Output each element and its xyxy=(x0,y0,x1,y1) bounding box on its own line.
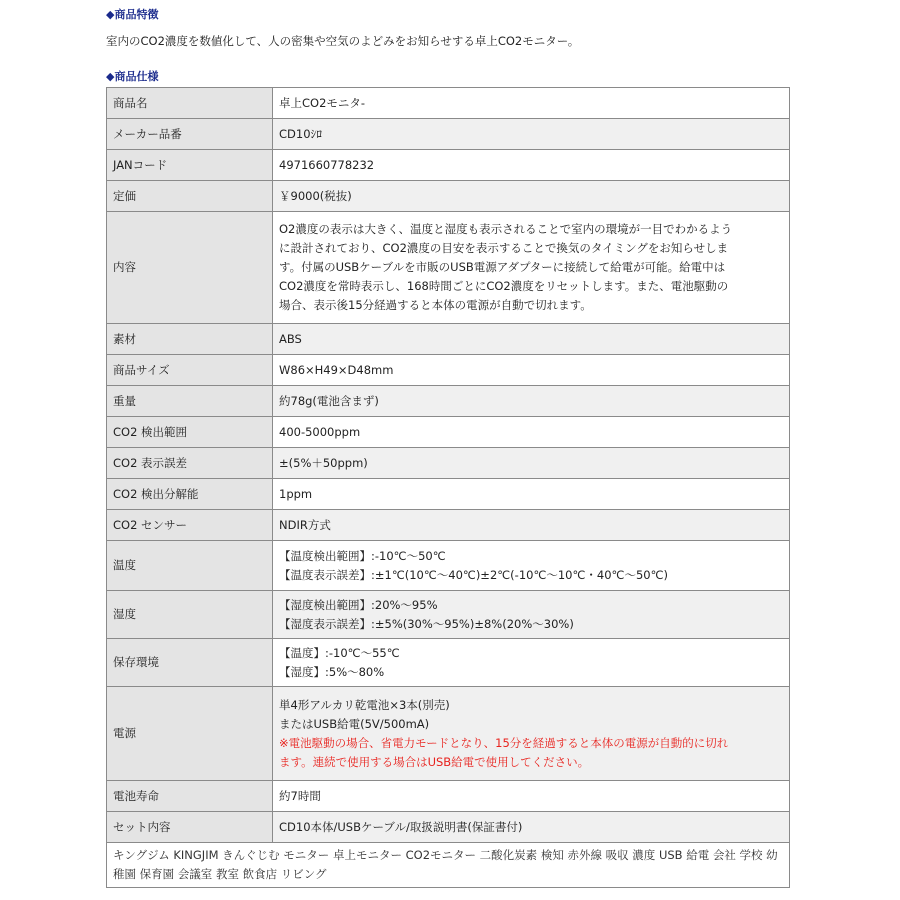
table-row xyxy=(107,386,790,417)
row-label: 素材 xyxy=(107,324,273,355)
content-line: 【温度表示誤差】:±1℃(10℃～40℃)±2℃(-10℃～10℃・40℃～50℃) xyxy=(279,567,668,582)
table-row xyxy=(107,448,790,479)
row-value: NDIR方式 xyxy=(273,510,790,541)
content-line: に設計されており、CO2濃度の目安を表示することで換気のタイミングをお知らせしま xyxy=(279,241,729,255)
row-value xyxy=(273,212,790,324)
row-value: 約7時間 xyxy=(273,781,790,812)
row-value: 1ppm xyxy=(273,479,790,510)
row-label: JANコード xyxy=(107,150,273,181)
row-value: 400-5000ppm xyxy=(273,417,790,448)
table-row xyxy=(107,591,790,639)
content-line: す。付属のUSBケーブルを市販のUSB電源アダプターに接続して給電が可能。給電中は xyxy=(279,260,726,274)
row-label: 電源 xyxy=(107,687,273,781)
table-row xyxy=(107,355,790,386)
row-label: 湿度 xyxy=(107,591,273,639)
row-value: CD10本体/USBケーブル/取扱説明書(保証書付) xyxy=(273,812,790,843)
features-text: 室内のCO2濃度を数値化して、人の密集や空気のよどみをお知らせする卓上CO2モニター。 xyxy=(106,34,580,48)
keywords-row xyxy=(107,843,790,888)
table-row xyxy=(107,687,790,781)
table-row xyxy=(107,417,790,448)
row-value xyxy=(273,591,790,639)
table-row xyxy=(107,781,790,812)
row-value: W86×H49×D48mm xyxy=(273,355,790,386)
table-row xyxy=(107,181,790,212)
table-row xyxy=(107,150,790,181)
content-line: 【湿度表示誤差】:±5%(30%～95%)±8%(20%～30%) xyxy=(279,616,574,631)
power-note-line: ※電池駆動の場合、省電力モードとなり、15分を経過すると本体の電源が自動的に切れ xyxy=(279,735,729,750)
table-row xyxy=(107,479,790,510)
table-row xyxy=(107,212,790,324)
table-row xyxy=(107,119,790,150)
row-label: 商品サイズ xyxy=(107,355,273,386)
row-value: 約78g(電池含まず) xyxy=(273,386,790,417)
row-label: 温度 xyxy=(107,541,273,591)
row-value: 4971660778232 xyxy=(273,150,790,181)
row-label: 重量 xyxy=(107,386,273,417)
row-value: ABS xyxy=(273,324,790,355)
features-heading: ◆商品特徴 xyxy=(106,8,159,21)
row-label: CO2 センサー xyxy=(107,510,273,541)
content-line: 【温度検出範囲】:-10℃～50℃ xyxy=(279,548,446,563)
spec-heading: ◆商品仕様 xyxy=(106,70,159,83)
row-label: CO2 表示誤差 xyxy=(107,448,273,479)
content-line: 場合、表示後15分経過すると本体の電源が自動で切れます。 xyxy=(279,298,592,312)
content-line: 単4形アルカリ乾電池×3本(別売) xyxy=(279,697,450,712)
row-label: 内容 xyxy=(107,212,273,324)
row-value: ±(5%＋50ppm) xyxy=(273,448,790,479)
content-line: 【湿度検出範囲】:20%～95% xyxy=(279,597,438,612)
table-row xyxy=(107,324,790,355)
content-line: CO2濃度を常時表示し、168時間ごとにCO2濃度をリセットします。また、電池駆動の xyxy=(279,279,729,293)
table-row xyxy=(107,541,790,591)
row-label: セット内容 xyxy=(107,812,273,843)
table-row xyxy=(107,639,790,687)
row-label: CO2 検出分解能 xyxy=(107,479,273,510)
row-label: 電池寿命 xyxy=(107,781,273,812)
row-value: 卓上CO2モニタ- xyxy=(273,88,790,119)
row-value xyxy=(273,687,790,781)
row-label: 商品名 xyxy=(107,88,273,119)
table-row xyxy=(107,510,790,541)
content-line: またはUSB給電(5V/500mA) xyxy=(279,716,430,731)
content-line: 【温度】:-10℃～55℃ xyxy=(279,645,400,660)
row-label: メーカー品番 xyxy=(107,119,273,150)
row-value xyxy=(273,541,790,591)
row-label: 定価 xyxy=(107,181,273,212)
row-value: ￥9000(税抜) xyxy=(273,181,790,212)
row-value xyxy=(273,639,790,687)
row-label: 保存環境 xyxy=(107,639,273,687)
content-line: 【湿度】:5%～80% xyxy=(279,664,385,679)
power-note-line: ます。連続で使用する場合はUSB給電で使用してください。 xyxy=(279,754,590,769)
content-line: O2濃度の表示は大きく、温度と湿度も表示されることで室内の環境が一目でわかるよう xyxy=(279,222,733,236)
row-label: CO2 検出範囲 xyxy=(107,417,273,448)
spec-table xyxy=(106,87,790,888)
table-row xyxy=(107,812,790,843)
row-value: CD10ｼﾛ xyxy=(273,119,790,150)
keywords-text: キングジム KINGJIM きんぐじむ モニター 卓上モニター CO2モニター 二酸化炭素 検知 赤外線 吸収 濃度 USB 給電 会社 学校 幼稚園 保育園 会議室 教室 飲食店 リビング xyxy=(107,843,790,888)
table-row xyxy=(107,88,790,119)
